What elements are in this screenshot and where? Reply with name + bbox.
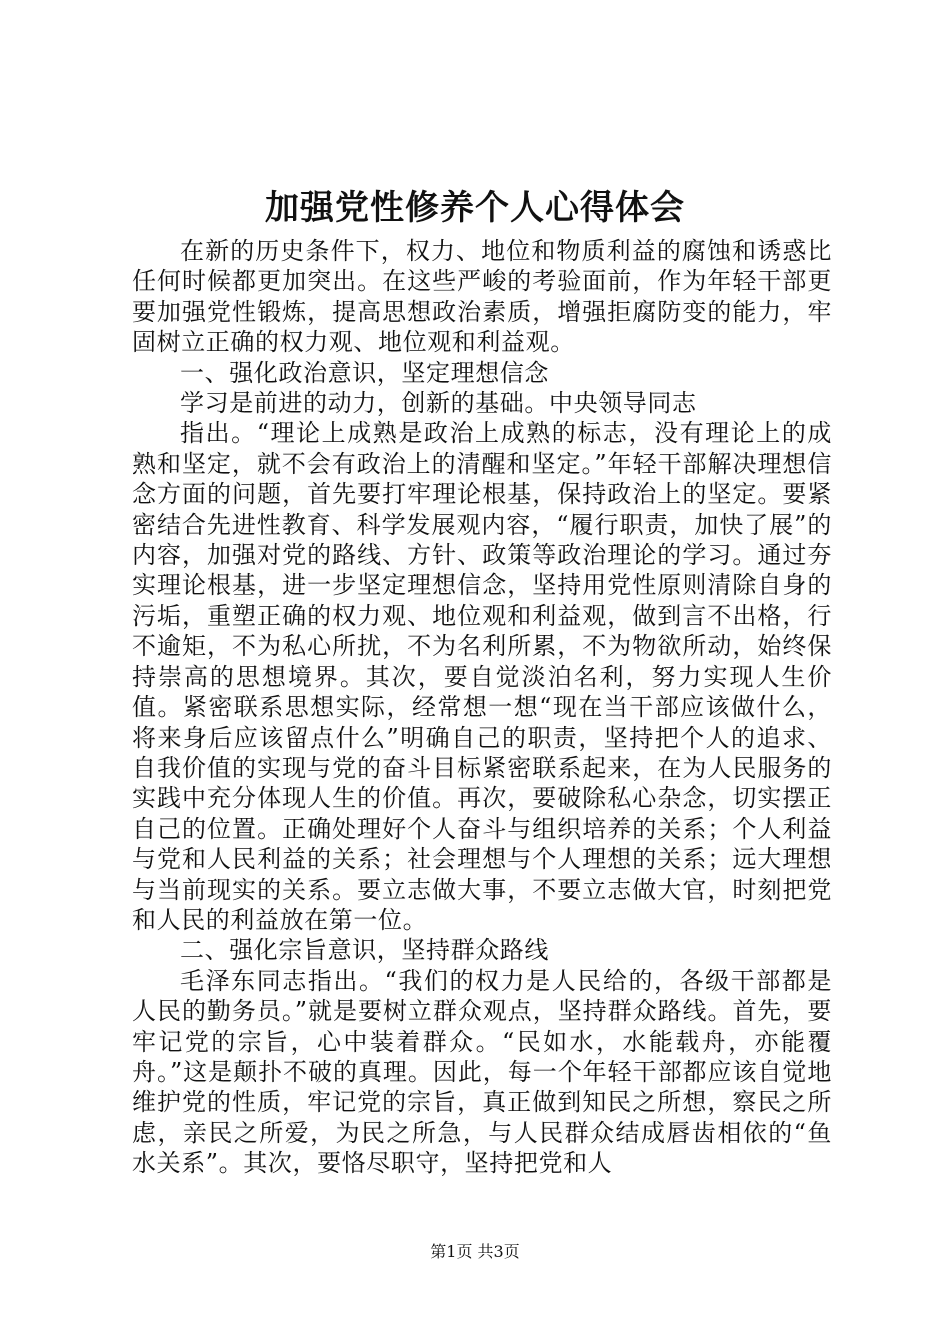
document-body [132, 236, 832, 1179]
section-heading-2: 二、强化宗旨意识，坚持群众路线 [180, 936, 549, 965]
paragraph-mass-line: 毛泽东同志指出。“我们的权力是人民给的，各级干部都是人民的勤务员。”就是要树立群众观点，坚持群众路线。首先，要牢记党的宗旨，心中装着群众。“民如水，水能载舟，亦能覆舟。”这是颠扑不破的真理。因此，每一个年轻干部都应该自觉地维护党的性质，牢记党的宗旨，真正做到知民之所想，察民之所虑，亲民之所爱，为民之所急，与人民群众结成唇齿相依的“鱼水关系”。其次，要恪尽职守，坚持把党和人 [132, 966, 832, 1178]
paragraph-study: 学习是前进的动力，创新的基础。中央领导同志 [180, 389, 697, 418]
paragraph-theory: 指出。“理论上成熟是政治上成熟的标志，没有理论上的成熟和坚定，就不会有政治上的清醒和坚定。”年轻干部解决理想信念方面的问题，首先要打牢理论根基，保持政治上的坚定。要紧密结合先进性教育、科学发展观内容，“履行职责，加快了展”的内容，加强对党的路线、方针、政策等政治理论的学习。通过夯实理论根基，进一步坚定理想信念，坚持用党性原则清除自身的污垢，重塑正确的权力观、地位观和利益观，做到言不出格，行不逾矩，不为私心所扰，不为名利所累，不为物欲所动，始终保持崇高的思想境界。其次，要自觉淡泊名利，努力实现人生价值。紧密联系思想实际，经常想一想“现在当干部应该做什么，将来身后应该留点什么”明确自己的职责，坚持把个人的追求、自我价值的实现与党的奋斗目标紧密联系起来，在为人民服务的实践中充分体现人生的价值。再次，要破除私心杂念，切实摆正自己的位置。正确处理好个人奋斗与组织培养的关系；个人利益与党和人民利益的关系；社会理想与个人理想的关系；远大理想与当前现实的关系。要立志做大事，不要立志做大官，时刻把党和人民的利益放在第一位。 [132, 419, 832, 934]
document-title: 加强党性修养个人心得体会 [265, 188, 685, 228]
paragraph-intro: 在新的历史条件下，权力、地位和物质利益的腐蚀和诱惑比任何时候都更加突出。在这些严峻的考验面前，作为年轻干部更要加强党性锻炼，提高思想政治素质，增强拒腐防变的能力，牢固树立正确的权力观、地位观和利益观。 [132, 237, 832, 357]
page-number-footer: 第1页 共3页 [430, 1242, 520, 1261]
section-heading-1: 一、强化政治意识，坚定理想信念 [180, 358, 549, 387]
